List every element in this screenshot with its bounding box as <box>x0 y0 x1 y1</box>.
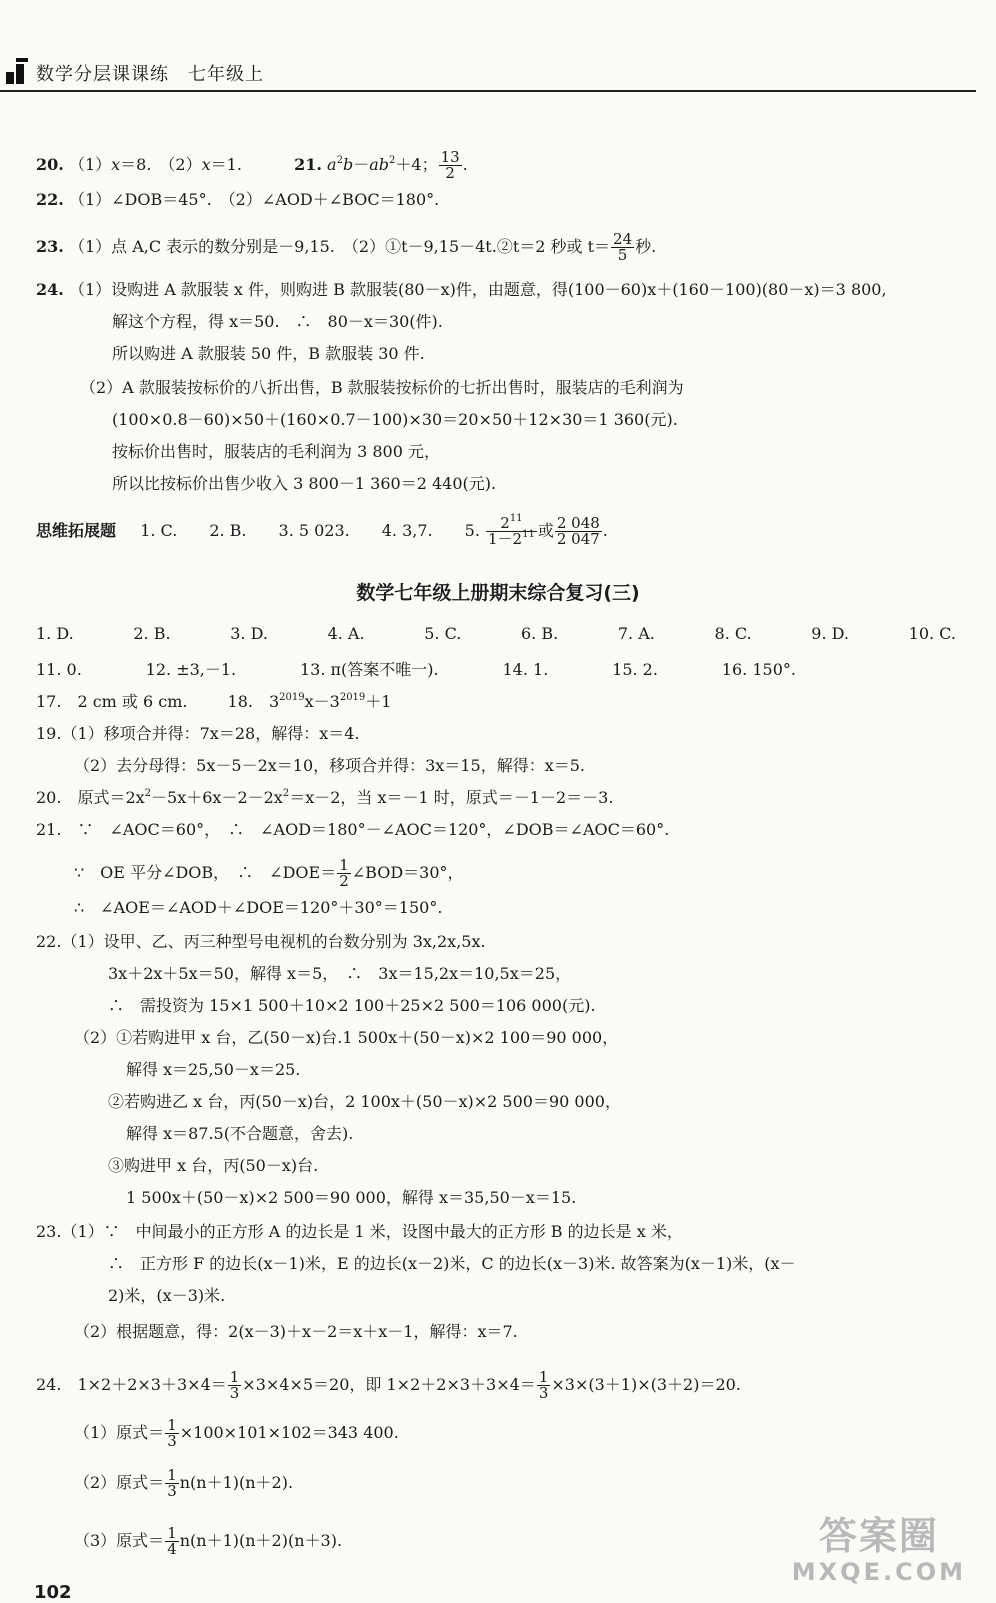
answer-23: 23. （1）点 A,C 表示的数分别是－9,15. （2）①t－9,15－4t.②t＝2 秒或 t＝ $\frac{24}{5}$ 秒. <box>36 230 657 264</box>
review-21-2: ∵ OE 平分∠DOB， ∴ ∠DOE＝ $\frac{1}{2}$ ∠BOD＝30°， <box>74 856 464 890</box>
review-22-2: 3x＋2x＋5x＝50，解得 x＝5， ∴ 3x＝15,2x＝10,5x＝25， <box>108 964 572 983</box>
fraction-13-2: $\frac{13}{2}$ <box>440 148 460 182</box>
review-22-7: 解得 x＝87.5(不合题意，舍去). <box>126 1124 354 1143</box>
answer-20-21: 20. （1）x＝8. （2）x＝1. 21. $a^2b-ab^2+4$； $\frac{13}{2}$ . <box>36 148 468 182</box>
fraction-1-3: $\frac{1}{3}$ <box>167 1416 177 1450</box>
review-22-3: ∴ 需投资为 15×1 500＋10×2 100＋25×2 500＝106 000(元). <box>108 996 596 1015</box>
fraction-1-3: $\frac{1}{3}$ <box>538 1368 549 1402</box>
review-23-4: （2）根据题意，得：2(x－3)＋x－2＝x＋x－1，解得：x＝7. <box>74 1322 518 1341</box>
review-24-3: （2）原式＝ $\frac{1}{3}$ n(n＋1)(n＋2). <box>74 1466 294 1500</box>
answer-24-line7: 所以比按标价出售少收入 3 800－1 360＝2 440(元). <box>112 474 497 493</box>
header-title: 数学分层课课练 七年级上 <box>36 64 264 85</box>
answer-24-line1: 24. （1）设购进 A 款服装 x 件，则购进 B 款服装(80－x)件，由题意，得(100－60)x＋(160－100)(80－x)＝3 800, <box>36 280 887 299</box>
watermark-logo <box>792 1505 966 1586</box>
review-24-1: 24. 1×2＋2×3＋3×4＝ $\frac{1}{3}$ ×3×4×5＝20，即 1×2＋2×3＋3×4＝ $\frac{1}{3}$ ×3×(3＋1)×(3＋2)＝20. <box>36 1368 741 1402</box>
watermark-url: MXQE.COM <box>791 1558 966 1586</box>
answer-24-line6: 按标价出售时，服装店的毛利润为 3 800 元， <box>112 442 440 461</box>
review-22-4: （2）①若购进甲 x 台，乙(50－x)台.1 500x＋(50－x)×2 100＝90 000， <box>74 1028 619 1047</box>
review-row-1: 1. D. 2. B. 3. D. 4. A. 5. C. 6. B. 7. A. 8. C. 9. D. 10. C. <box>36 624 956 643</box>
fraction-24-5: $\frac{24}{5}$ <box>613 230 633 264</box>
answer-24-line4: （2）A 款服装按标价的八折出售，B 款服装按标价的七折出售时，服装店的毛利润为 <box>80 378 684 397</box>
review-24-4: （3）原式＝ $\frac{1}{4}$ n(n＋1)(n＋2)(n＋3). <box>74 1524 343 1558</box>
fraction-1-2: $\frac{1}{2}$ <box>339 856 349 890</box>
answer-22: 22. （1）∠DOB＝45°. （2）∠AOD＋∠BOC＝180°. <box>36 190 440 209</box>
review-20: 20. 原式$=2x^2-5x+6x-2-2x^2=x-2$，当 x＝－1 时，原式＝－1－2＝－3. <box>36 788 614 807</box>
page-number: 102 <box>34 1582 72 1603</box>
review-21-1: 21. ∵ ∠AOC＝60°， ∴ ∠AOD＝180°－∠AOC＝120°，∠DOB＝∠AOC＝60°. <box>36 820 670 839</box>
watermark-text: 答案圈 <box>818 1514 939 1558</box>
review-24-2: （1）原式＝ $\frac{1}{3}$ ×100×101×102＝343 400. <box>74 1416 399 1450</box>
review-22-1: 22.（1）设甲、乙、丙三种型号电视机的台数分别为 3x,2x,5x. <box>36 932 486 951</box>
answer-24-line3: 所以购进 A 款服装 50 件，B 款服装 30 件. <box>112 344 425 363</box>
review-19-2: （2）去分母得：5x－5－2x＝10，移项合并得：3x＝15，解得：x＝5. <box>74 756 585 775</box>
fraction-1-4: $\frac{1}{4}$ <box>167 1524 177 1558</box>
fraction-1-3: $\frac{1}{3}$ <box>229 1368 240 1402</box>
review-19-1: 19.（1）移项合并得：7x＝28，解得：x＝4. <box>36 724 360 743</box>
review-row-2: 11. 0. 12. ±3,－1. 13. π(答案不唯一). 14. 1. 15. 2. 16. 150°. <box>36 660 796 679</box>
fraction-2048-2047: $\frac{2 048}{2 047}$ <box>556 514 600 548</box>
review-22-5: 解得 x＝25,50－x＝25. <box>126 1060 301 1079</box>
review-23-1: 23.（1）∵ 中间最小的正方形 A 的边长是 1 米，设图中最大的正方形 B 的边长是 x 米， <box>36 1222 683 1241</box>
header-divider <box>0 90 976 92</box>
review-row-3: 17. 2 cm 或 6 cm. 18. $3^{2019}x-3^{2019}+1$ <box>36 692 392 711</box>
review-22-8: ③购进甲 x 台，丙(50－x)台. <box>108 1156 319 1175</box>
fraction-2-11: $\frac{2^{11}}{1-2^{11}}$ <box>488 513 535 548</box>
thinking-extension-answers: 思维拓展题 1. C. 2. B. 3. 5 023. 4. 3,7. 5. $\frac{2^{11}}{1-2^{11}}$ 或 $\frac{2 048}{2 047}$ . <box>36 513 608 548</box>
fraction-1-3: $\frac{1}{3}$ <box>167 1466 177 1500</box>
header-logo-icon <box>6 58 28 84</box>
review-22-9: 1 500x＋(50－x)×2 500＝90 000，解得 x＝35,50－x＝15. <box>126 1188 577 1207</box>
review-23-3: 2)米，(x－3)米. <box>108 1286 226 1305</box>
answer-24-line2: 解这个方程，得 x＝50. ∴ 80－x＝30(件). <box>112 312 443 331</box>
answer-24-line5: (100×0.8－60)×50＋(160×0.7－100)×30＝20×50＋12×30＝1 360(元). <box>112 410 678 429</box>
review-22-6: ②若购进乙 x 台，丙(50－x)台，2 100x＋(50－x)×2 500＝90 000， <box>108 1092 621 1111</box>
section-title: 数学七年级上册期末综合复习(三) <box>356 582 640 604</box>
review-21-3: ∴ ∠AOE＝∠AOD＋∠DOE＝120°＋30°＝150°. <box>74 898 443 917</box>
review-23-2: ∴ 正方形 F 的边长(x－1)米，E 的边长(x－2)米，C 的边长(x－3)米. 故答案为(x－1)米，(x－ <box>108 1254 796 1273</box>
page-header <box>0 52 976 92</box>
